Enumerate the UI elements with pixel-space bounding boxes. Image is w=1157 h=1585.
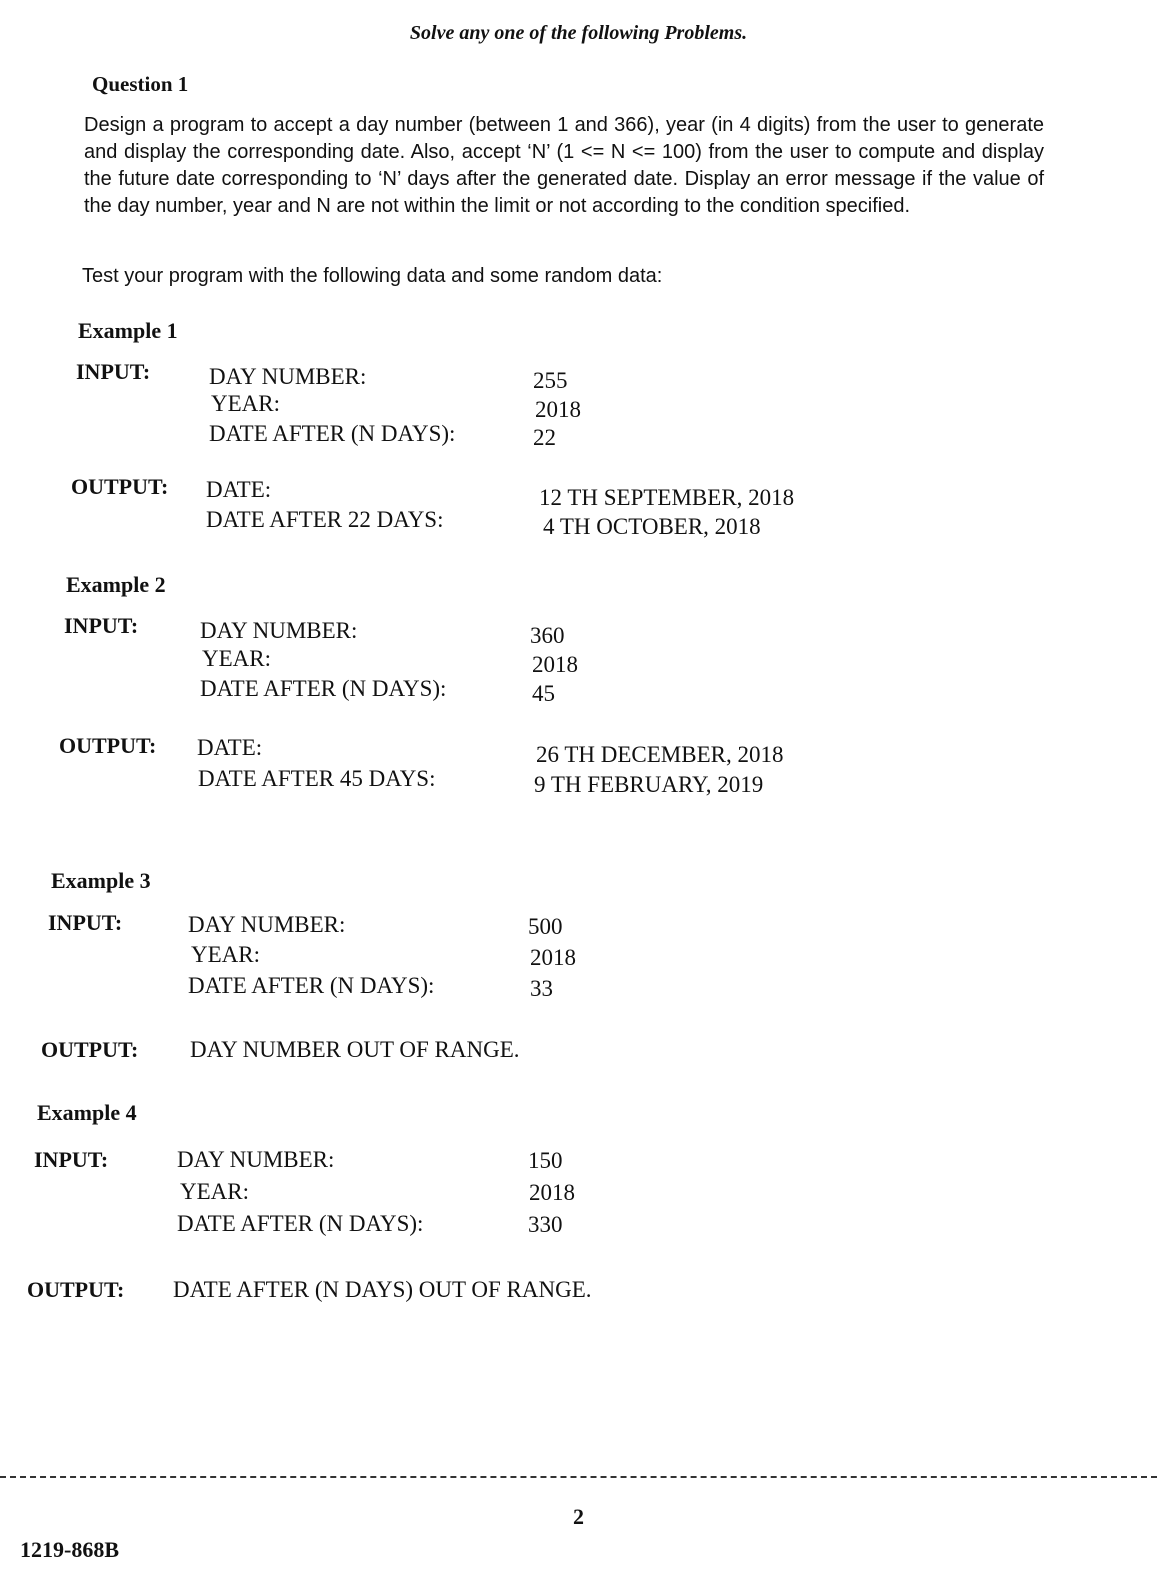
example-4-n-days-value: 330 — [528, 1212, 563, 1237]
example-4-title: Example 4 — [37, 1100, 137, 1125]
example-3-title: Example 3 — [51, 868, 151, 893]
example-2-date-value: 26 TH DECEMBER, 2018 — [536, 742, 784, 767]
example-2-input-label: INPUT: — [64, 613, 139, 638]
example-1-future-date-value: 4 TH OCTOBER, 2018 — [543, 514, 761, 539]
example-2-day-number-value: 360 — [530, 623, 565, 648]
example-2-day-number-label: DAY NUMBER: — [200, 618, 358, 643]
example-2-year-value: 2018 — [532, 652, 578, 677]
example-2-year-label: YEAR: — [202, 646, 271, 671]
example-4-n-days-label: DATE AFTER (N DAYS): — [177, 1211, 424, 1236]
test-instruction: Test your program with the following data and some random data: — [82, 265, 663, 287]
example-4-year-label: YEAR: — [180, 1179, 249, 1204]
example-1-input-label: INPUT: — [76, 359, 151, 384]
example-2-output-label: OUTPUT: — [59, 733, 157, 758]
example-1-title: Example 1 — [78, 318, 178, 343]
example-4-output-message: DATE AFTER (N DAYS) OUT OF RANGE. — [173, 1277, 592, 1302]
footer-divider — [0, 1476, 1157, 1478]
example-1-year-value: 2018 — [535, 397, 581, 422]
example-3-n-days-value: 33 — [530, 976, 553, 1001]
example-3-day-number-value: 500 — [528, 914, 563, 939]
example-1-date-value: 12 TH SEPTEMBER, 2018 — [539, 485, 795, 510]
question-title: Question 1 — [92, 72, 189, 96]
example-1-day-number-label: DAY NUMBER: — [209, 364, 367, 389]
example-1-date-label: DATE: — [206, 477, 272, 502]
example-1-future-date-label: DATE AFTER 22 DAYS: — [206, 507, 444, 532]
example-3-year-label: YEAR: — [191, 942, 260, 967]
description-text: Design a program to accept a day number (between 1 and 366), year (in 4 digits) from the user to generate and display the corresponding date. Also, accept ‘N’ (1 <= N <= 100) from the user to compute and display the future date corresponding to ‘N’ days after the generated date. Display an error message if the value of the day number, year and N are not within the limit or not according to the condition specified. — [84, 114, 1044, 217]
example-2-n-days-label: DATE AFTER (N DAYS): — [200, 676, 447, 701]
example-2-n-days-value: 45 — [532, 681, 555, 706]
example-2-date-label: DATE: — [197, 735, 263, 760]
instruction: Solve any one of the following Problems. — [409, 22, 748, 44]
paper-code: 1219-868B — [20, 1537, 119, 1562]
example-3-output-label: OUTPUT: — [41, 1037, 139, 1062]
example-2-future-date-value: 9 TH FEBRUARY, 2019 — [534, 772, 764, 797]
example-3-day-number-label: DAY NUMBER: — [188, 912, 346, 937]
example-4-input-label: INPUT: — [34, 1147, 109, 1172]
example-2-title: Example 2 — [66, 572, 166, 597]
example-4-output-label: OUTPUT: — [27, 1277, 125, 1302]
example-4-day-number-value: 150 — [528, 1148, 563, 1173]
example-3-n-days-label: DATE AFTER (N DAYS): — [188, 973, 435, 998]
example-1-year-label: YEAR: — [211, 391, 280, 416]
example-1-n-days-label: DATE AFTER (N DAYS): — [209, 421, 456, 446]
example-3-output-message: DAY NUMBER OUT OF RANGE. — [190, 1037, 520, 1062]
example-3-year-value: 2018 — [530, 945, 576, 970]
example-3-input-label: INPUT: — [48, 910, 123, 935]
question-description — [84, 112, 1044, 220]
example-2-future-date-label: DATE AFTER 45 DAYS: — [198, 766, 436, 791]
page-number: 2 — [573, 1504, 584, 1529]
example-4-day-number-label: DAY NUMBER: — [177, 1147, 335, 1172]
example-1-output-label: OUTPUT: — [71, 474, 169, 499]
example-1-n-days-value: 22 — [533, 425, 556, 450]
example-1-day-number-value: 255 — [533, 368, 568, 393]
example-4-year-value: 2018 — [529, 1180, 575, 1205]
